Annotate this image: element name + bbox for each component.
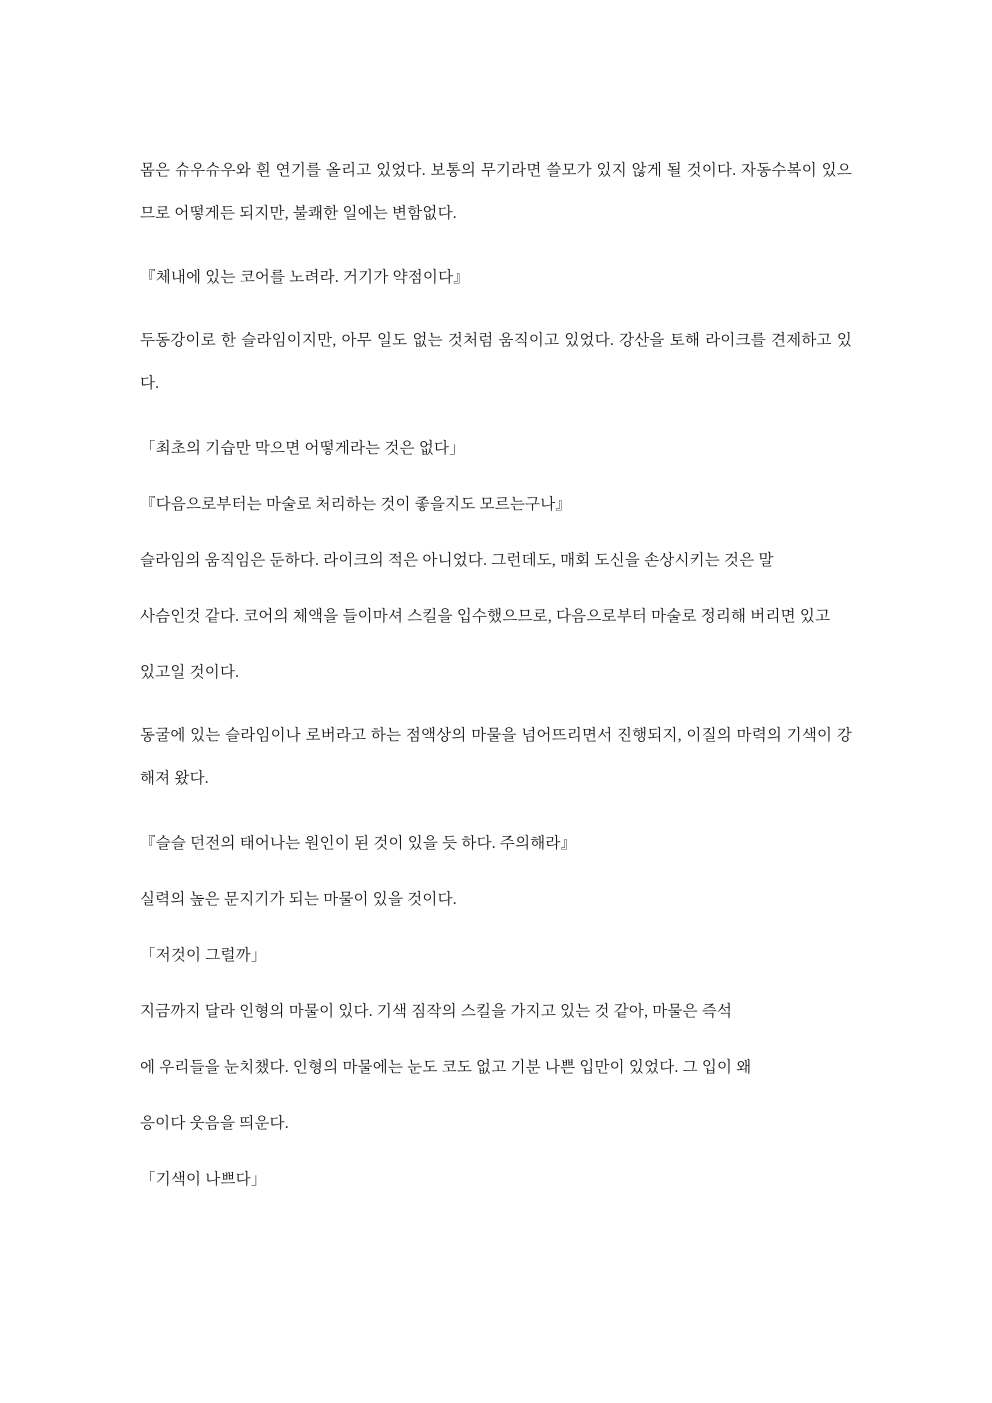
paragraph: 두동강이로 한 슬라임이지만, 아무 일도 없는 것처럼 움직이고 있었다. 강산을 토해 라이크를 견제하고 있다. [140,332,852,392]
document-body [140,150,852,1193]
paragraph: 「기색이 나쁘다」 [140,1171,267,1189]
paragraph: 있고일 것이다. [140,664,240,682]
paragraph: 몸은 슈우슈우와 흰 연기를 올리고 있었다. 보통의 무기라면 쓸모가 있지 않게 될 것이다. 자동수복이 있으므로 어떻게든 되지만, 불쾌한 일에는 변함없다. [140,162,852,222]
paragraph: 에 우리들을 눈치챘다. 인형의 마물에는 눈도 코도 없고 기분 나쁜 입만이 있었다. 그 입이 왜 [140,1059,752,1076]
paragraph: 슬라임의 움직임은 둔하다. 라이크의 적은 아니었다. 그런데도, 매회 도신을 손상시키는 것은 말 [140,551,774,569]
paragraph: 「최초의 기습만 막으면 어떻게라는 것은 없다」 [140,439,465,457]
paragraph: 지금까지 달라 인형의 마물이 있다. 기색 짐작의 스킬을 가지고 있는 것 같아, 마물은 즉석 [140,1002,733,1020]
paragraph: 『슬슬 던전의 태어나는 원인이 된 것이 있을 듯 하다. 주의해라』 [140,834,577,852]
paragraph: 사슴인것 같다. 코어의 체액을 들이마셔 스킬을 입수했으므로, 다음으로부터 마술로 정리해 버리면 있고 [140,608,831,625]
paragraph: 「저것이 그럴까」 [140,946,267,964]
paragraph: 응이다 웃음을 띄운다. [140,1115,289,1133]
paragraph: 『체내에 있는 코어를 노려라. 거기가 약점이다』 [140,269,469,287]
paragraph: 『다음으로부터는 마술로 처리하는 것이 좋을지도 모르는구나』 [140,495,572,513]
paragraph: 실력의 높은 문지기가 되는 마물이 있을 것이다. [140,890,457,908]
paragraph: 동굴에 있는 슬라임이나 로버라고 하는 점액상의 마물을 넘어뜨리면서 진행되지, 이질의 마력의 기색이 강해져 왔다. [140,727,852,787]
